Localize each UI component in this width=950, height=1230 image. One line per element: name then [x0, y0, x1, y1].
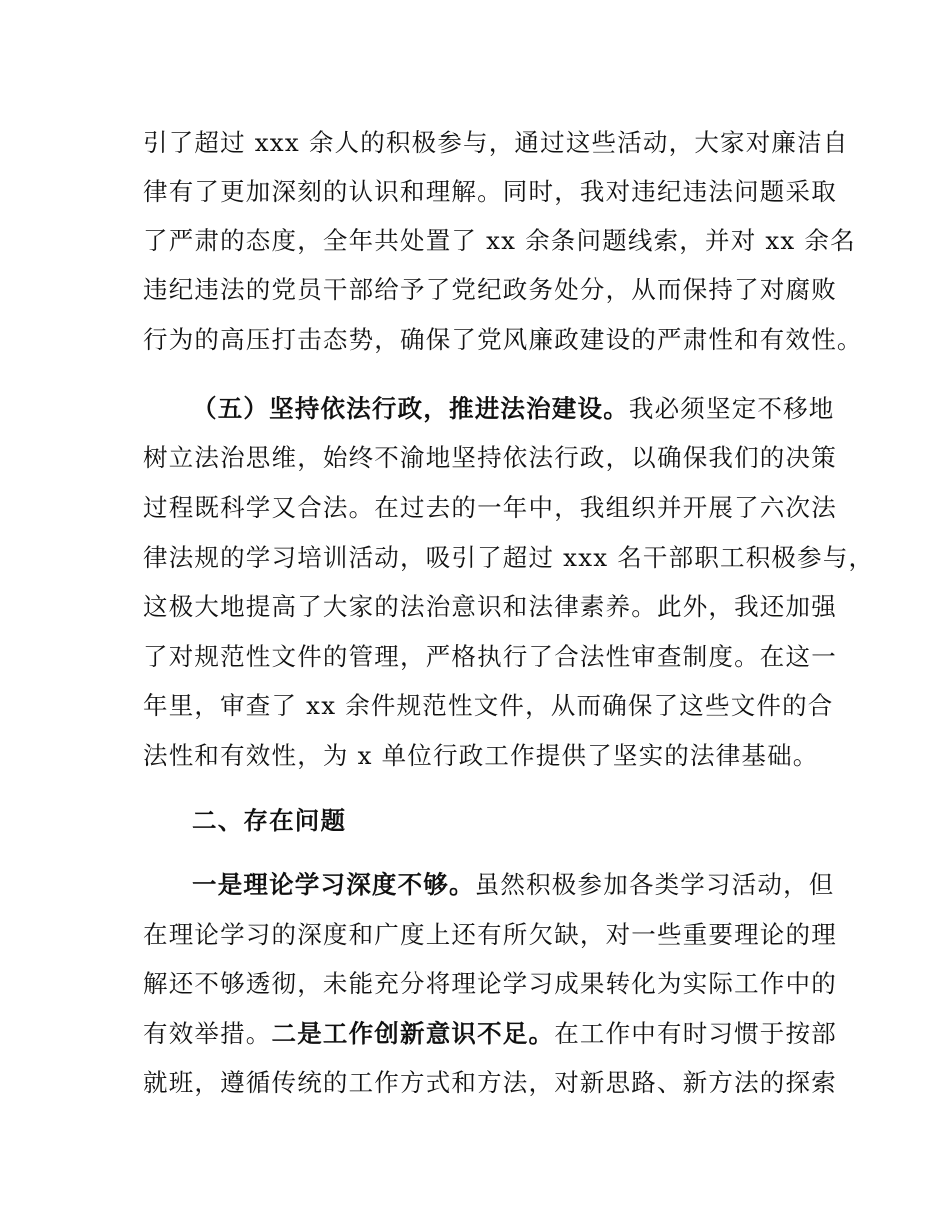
problem-two-text: 在工作中有时习惯于按部 [554, 1019, 837, 1048]
section-two-heading: 二、存在问题 [192, 806, 347, 835]
paragraph-line: 法性和有效性，为 x 单位行政工作提供了坚实的法律基础。 [143, 741, 819, 770]
paragraph-line: 解还不够透彻，未能充分将理论学习成果转化为实际工作中的 [143, 969, 837, 998]
paragraph-line: 在理论学习的深度和广度上还有所欠缺，对一些重要理论的理 [143, 920, 837, 949]
problem-one-end: 有效举措。 [143, 1019, 272, 1048]
paragraph-line [192, 394, 835, 424]
section-five-heading: （五）坚持依法行政，推进法治建设。 [192, 394, 629, 423]
problem-one-text: 虽然积极参加各类学习活动，但 [474, 870, 835, 899]
problem-one-heading: 一是理论学习深度不够。 [192, 870, 475, 899]
paragraph-line: 律法规的学习培训活动，吸引了超过 xxx 名干部职工积极参与， [143, 543, 875, 572]
paragraph-line [143, 1019, 837, 1049]
section-five-text: 我必须坚定不移地 [628, 394, 835, 423]
paragraph-line: 了对规范性文件的管理，严格执行了合法性审查制度。在这一 [143, 642, 837, 671]
paragraph-line: 引了超过 xxx 余人的积极参与，通过这些活动，大家对廉洁自 [143, 128, 849, 157]
paragraph-line: 年里，审查了 xx 余件规范性文件，从而确保了这些文件的合 [143, 691, 834, 720]
problem-two-heading: 二是工作创新意识不足。 [271, 1019, 555, 1048]
paragraph-line [192, 870, 835, 900]
paragraph-line: 了严肃的态度，全年共处置了 xx 余条问题线索，并对 xx 余名 [143, 226, 856, 255]
paragraph-line: 行为的高压打击态势，确保了党风廉政建设的严肃性和有效性。 [143, 325, 863, 354]
paragraph-line: 这极大地提高了大家的法治意识和法律素养。此外，我还加强 [143, 592, 837, 621]
paragraph-line: 违纪违法的党员干部给予了党纪政务处分，从而保持了对腐败 [143, 275, 837, 304]
paragraph-line: 过程既科学又合法。在过去的一年中，我组织并开展了六次法 [143, 493, 837, 522]
paragraph-line: 就班，遵循传统的工作方式和方法，对新思路、新方法的探索 [143, 1068, 837, 1097]
paragraph-line: 树立法治思维，始终不渝地坚持依法行政，以确保我们的决策 [143, 443, 837, 472]
paragraph-line: 律有了更加深刻的认识和理解。同时，我对违纪违法问题采取 [143, 177, 837, 206]
